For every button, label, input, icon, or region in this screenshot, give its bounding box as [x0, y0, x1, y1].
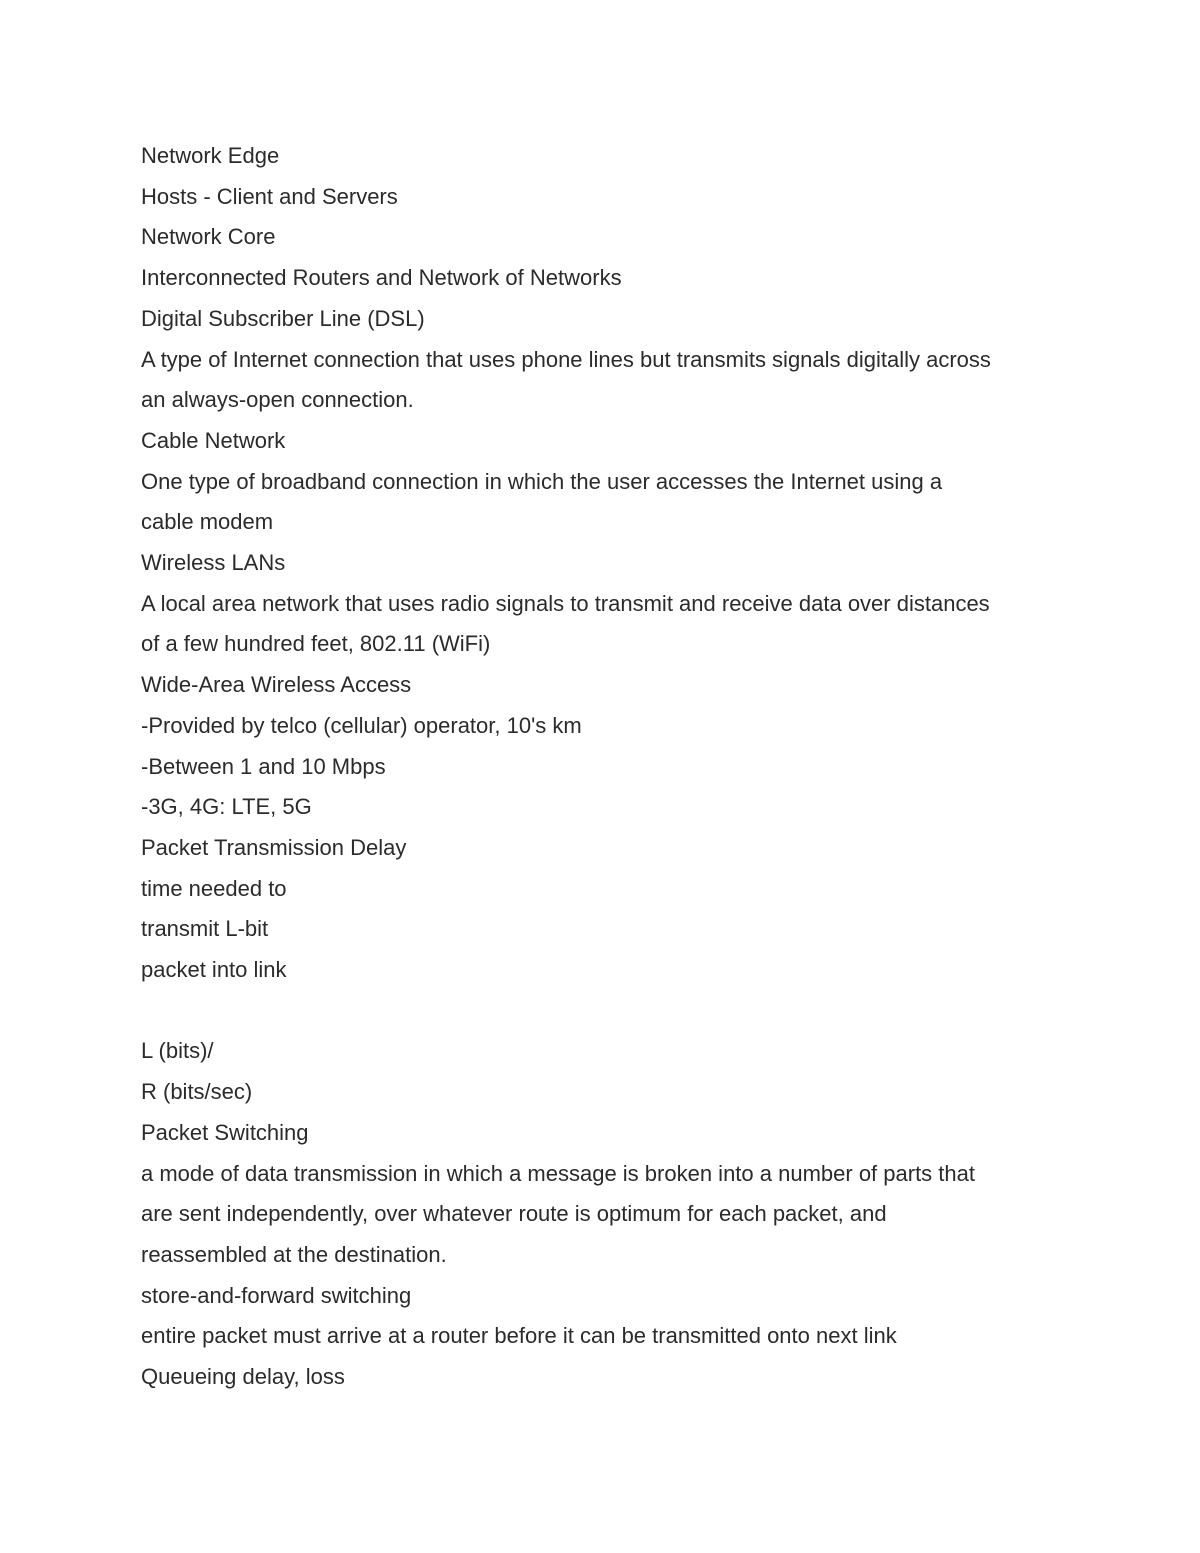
document-line: cable modem [141, 509, 274, 535]
document-line: Hosts - Client and Servers [141, 183, 398, 209]
document-line: Interconnected Routers and Network of Networks [141, 265, 622, 291]
document-line: Packet Switching [141, 1119, 309, 1145]
document-line: A local area network that uses radio signals to transmit and receive data over distances [141, 590, 990, 616]
document-line: packet into link [141, 957, 287, 983]
document-line: -Provided by telco (cellular) operator, 10's km [141, 712, 582, 738]
document-line: time needed to [141, 875, 287, 901]
document-line: Digital Subscriber Line (DSL) [141, 305, 425, 331]
document-line: Packet Transmission Delay [141, 834, 407, 860]
document-line: A type of Internet connection that uses phone lines but transmits signals digitally across [141, 346, 991, 372]
document-line: Network Core [141, 224, 276, 250]
document-line: Wide-Area Wireless Access [141, 672, 412, 698]
document-line: One type of broadband connection in which the user accesses the Internet using a [141, 468, 943, 494]
document-line: entire packet must arrive at a router before it can be transmitted onto next link [141, 1323, 897, 1349]
document-line: -Between 1 and 10 Mbps [141, 753, 386, 779]
document-line: Queueing delay, loss [141, 1364, 345, 1390]
document-blank-line [141, 991, 1081, 1032]
document-line: reassembled at the destination. [141, 1241, 447, 1267]
document-line: Cable Network [141, 427, 286, 453]
document-line: -3G, 4G: LTE, 5G [141, 794, 312, 820]
document-line: Wireless LANs [141, 550, 286, 576]
document-body [141, 136, 1081, 1398]
document-line: R (bits/sec) [141, 1079, 253, 1105]
document-line: Network Edge [141, 143, 280, 168]
document-line: an always-open connection. [141, 387, 414, 413]
document-line: store-and-forward switching [141, 1282, 412, 1308]
document-line: of a few hundred feet, 802.11 (WiFi) [141, 631, 491, 657]
document-line: a mode of data transmission in which a message is broken into a number of parts that [141, 1160, 975, 1186]
document-line: transmit L-bit [141, 916, 269, 942]
document-line: L (bits)/ [141, 1038, 214, 1064]
document-line: are sent independently, over whatever route is optimum for each packet, and [141, 1201, 887, 1227]
